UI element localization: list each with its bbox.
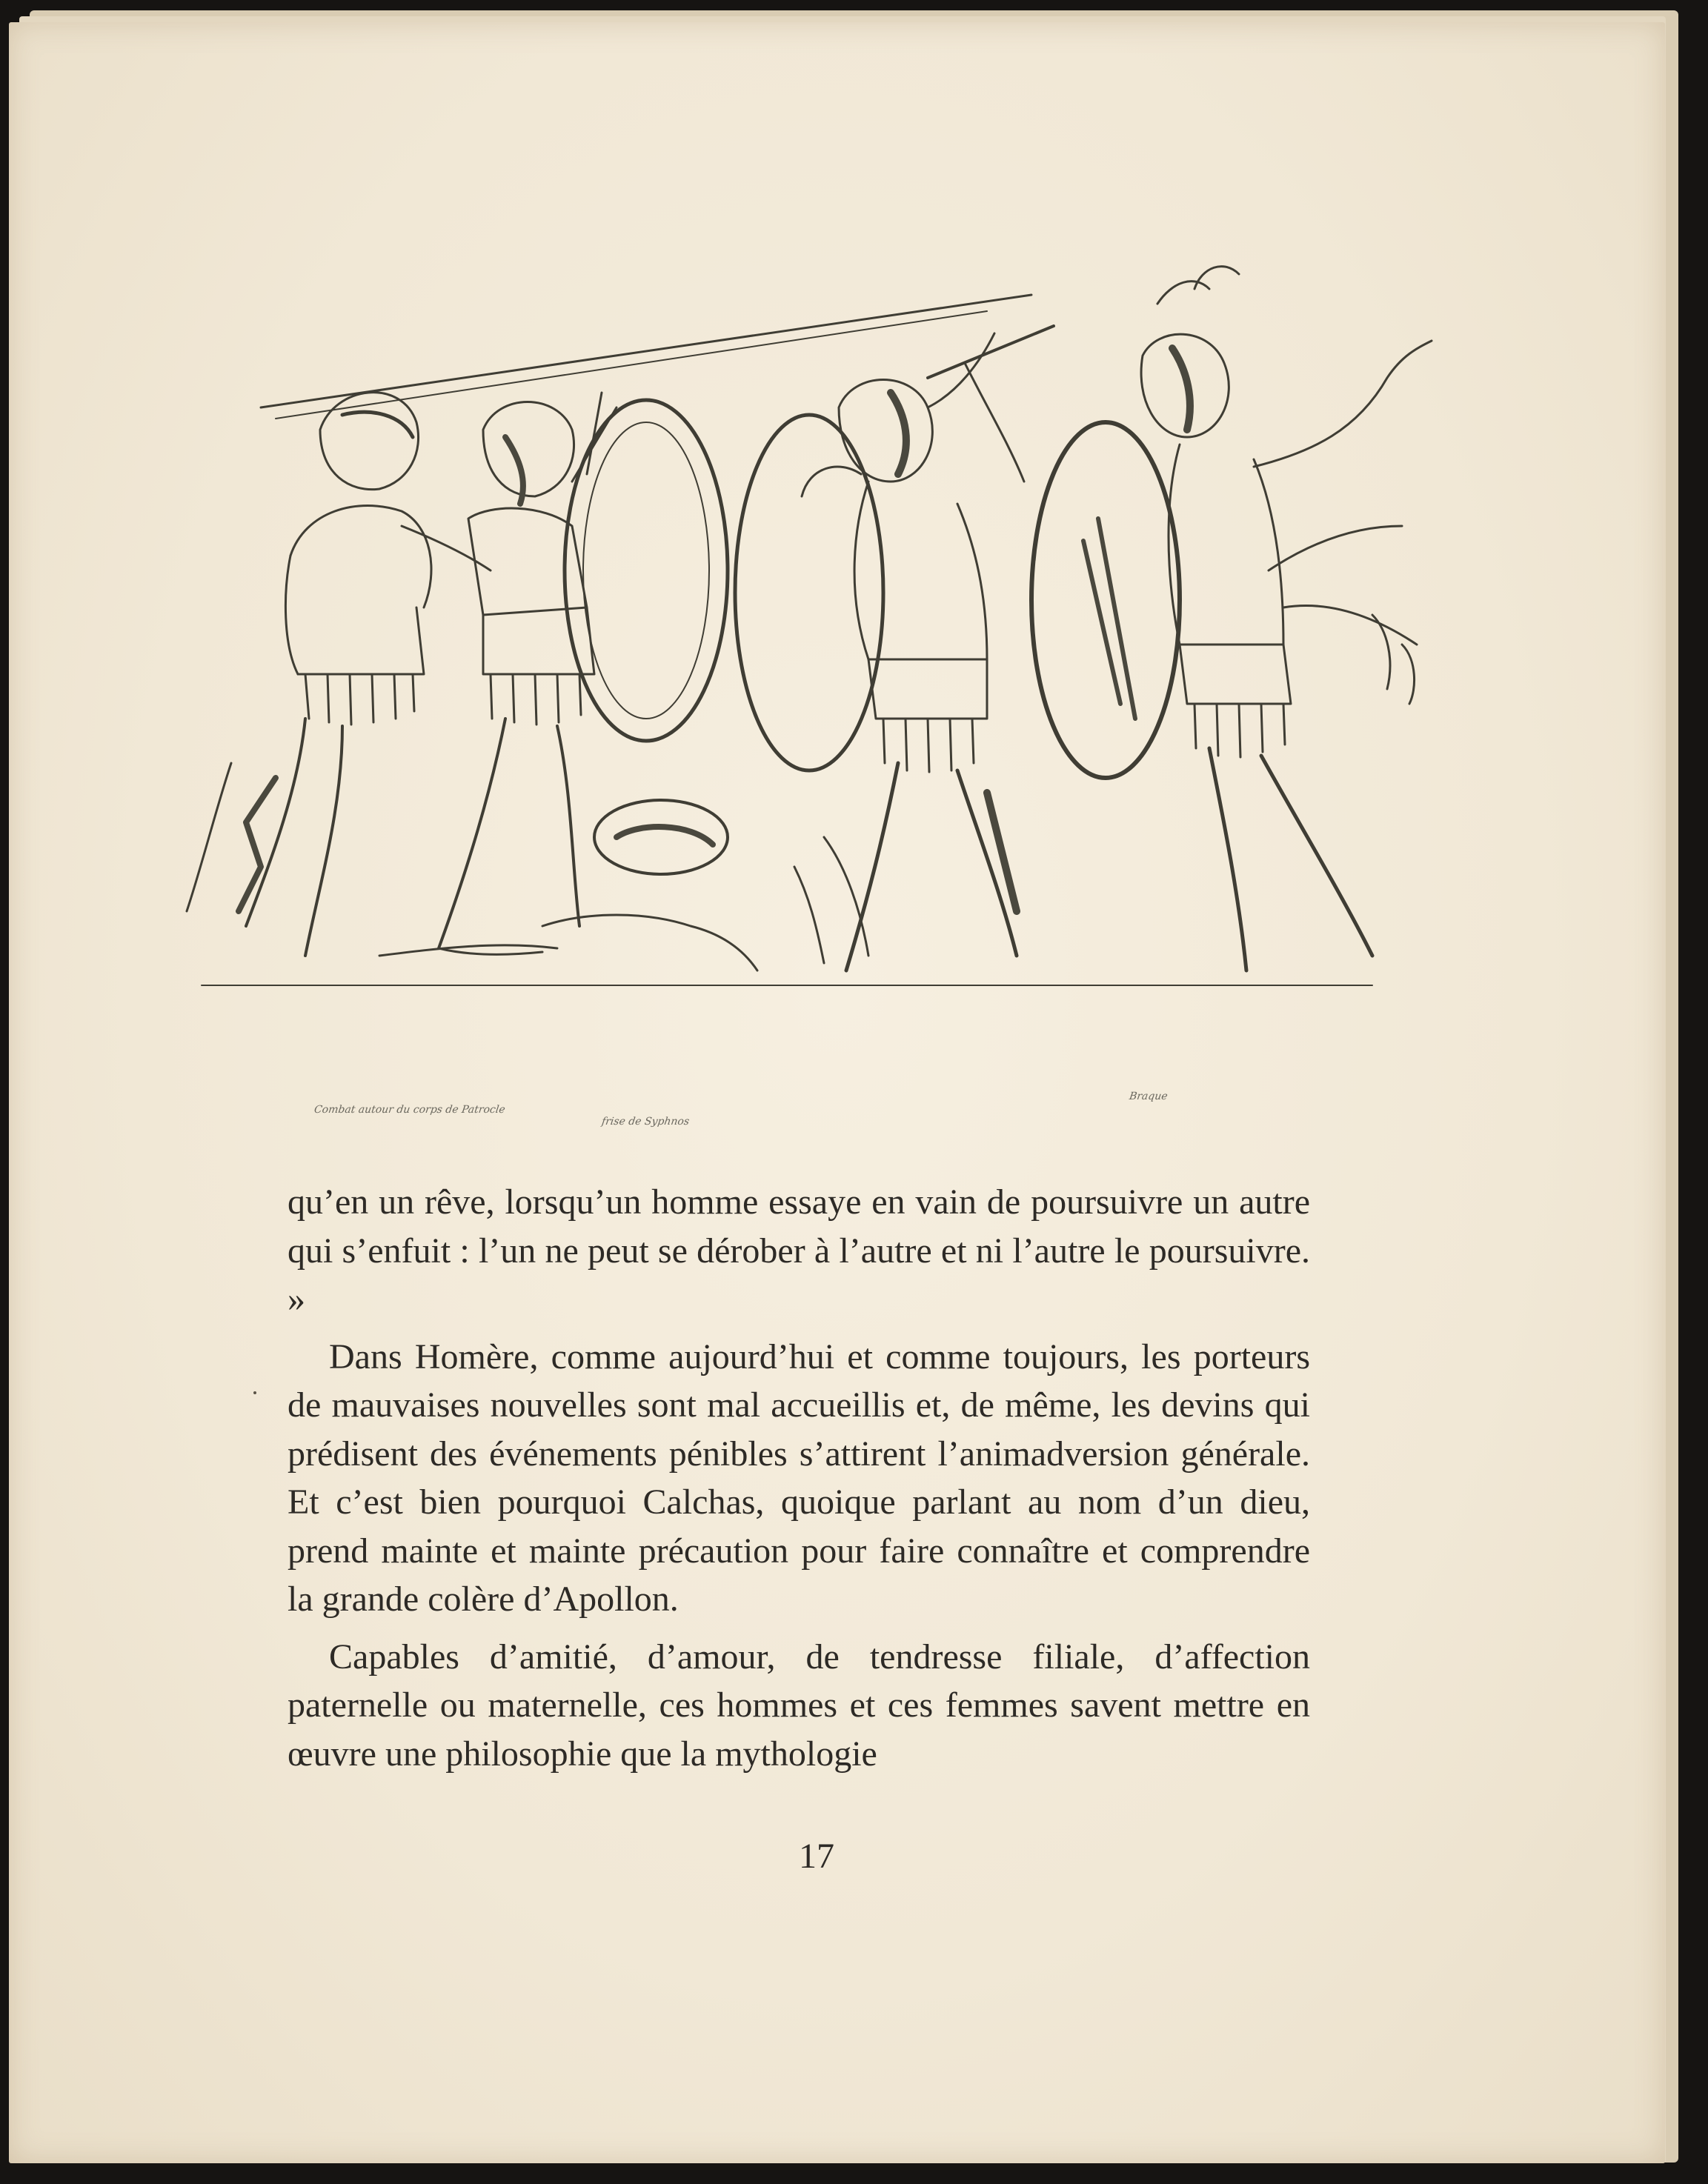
- warriors-illustration: [157, 259, 1461, 1178]
- artist-signature: Braque: [1128, 1091, 1169, 1102]
- fallen-warrior: [379, 800, 868, 971]
- warrior-3: [735, 333, 1024, 971]
- body-text: [288, 1178, 1310, 1787]
- warrior-2: [439, 393, 728, 954]
- paper-speck: [253, 1391, 256, 1394]
- paragraph: qu’en un rêve, lorsqu’un homme essaye en vain de poursuivre un autre qui s’enfuit : l’un ne peut se dérober à l’autre et ni l’autre le poursuivre. »: [288, 1182, 1310, 1319]
- illustration-caption-left: Combat autour du corps de Patrocle: [313, 1104, 506, 1116]
- illustration-caption-mid: frise de Syphnos: [600, 1116, 691, 1128]
- round-shield-3: [1031, 422, 1180, 778]
- book-page: [9, 22, 1665, 2163]
- paragraph: Capables d’amitié, d’amour, de tendresse filiale, d’affection paternelle ou maternelle, ces hommes et ces femmes savent mettre en œuvre une philosophie que la mythologie: [288, 1637, 1310, 1774]
- warrior-4: [1031, 267, 1432, 971]
- warrior-1: [187, 393, 491, 956]
- page-number: 17: [799, 1837, 834, 1876]
- paragraph: Dans Homère, comme aujourd’hui et comme toujours, les porteurs de mauvaises nouvelles sont mal accueillis et, de même, les devins qui prédisent des événements pénibles s’attirent l’animadversion générale. Et c’est bien pourquoi Calchas, quoique parlant au nom d’un dieu, prend mainte et mainte précaution pour faire connaître et comprendre la grande colère d’Apollon.: [288, 1336, 1310, 1619]
